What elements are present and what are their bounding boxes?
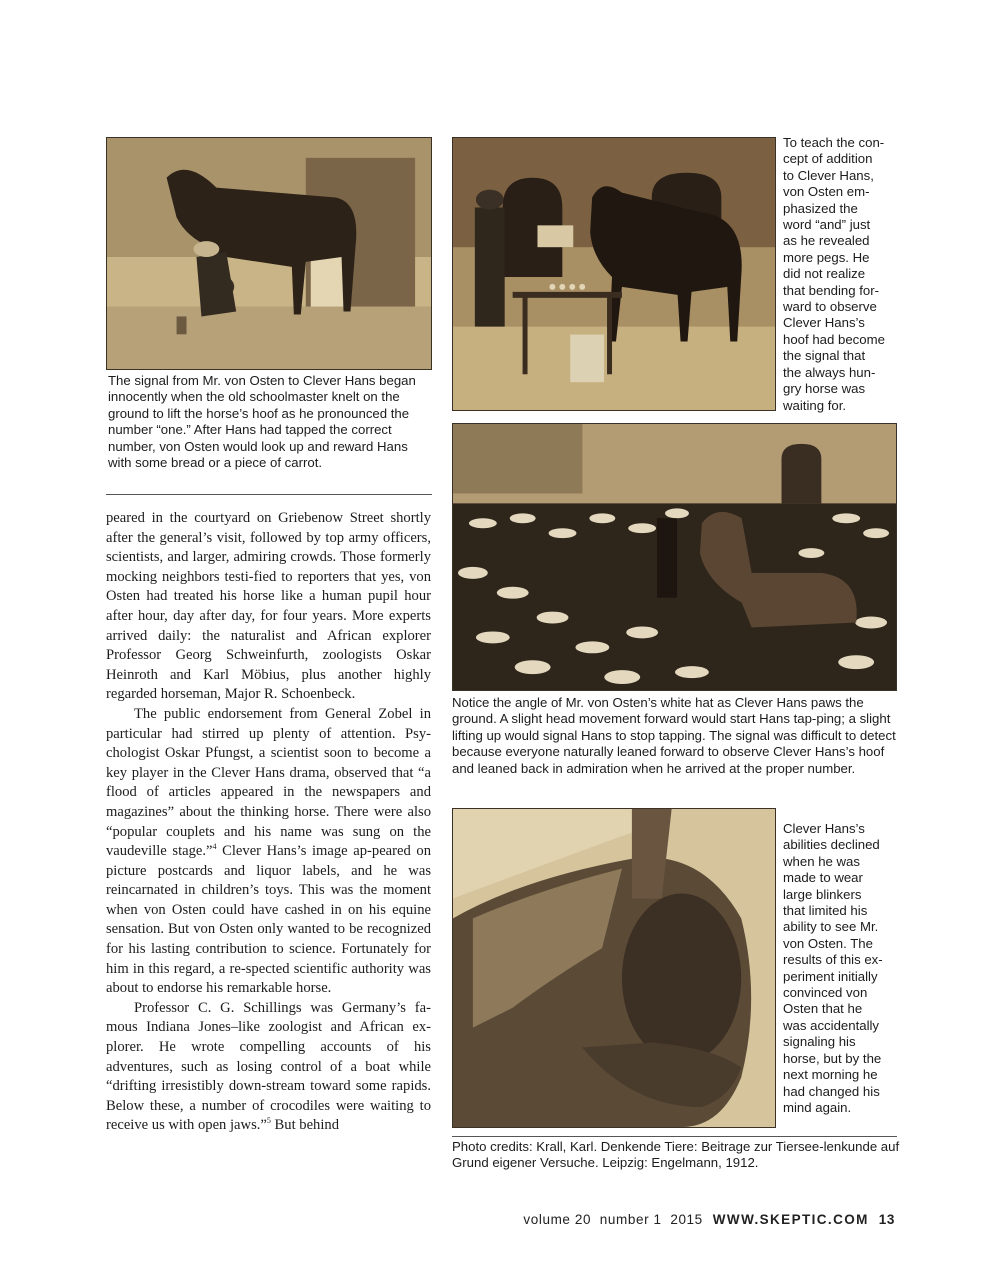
- caption-blinkers: Clever Hans’s abilities declined when he was made to wear large blinkers that limited his ability to see Mr. von Osten. The results of this ex- periment initially convinced von Osten that he was accidentally signaling his horse, but by the next morning he had changed his mind again.: [783, 821, 883, 1115]
- body-paragraph-1: peared in the courtyard on Griebenow Street shortly after the general’s visit, followed by top army officers, scientists, and larger, admiring crowds. Those formerly mocking neighbors testi-fied to reporters that yes, von Osten had treated his horse like a human pupil hour after hour, day after day, for four years. More experts arrived daily: the naturalist and African explorer Professor Georg Schweinfurth, zoologists Oskar Heinroth and Karl Möbius, plus another highly regarded horseman, Major R. Schoenbeck.: [106, 510, 431, 703]
- body-paragraph-3: Professor C. G. Schillings was Germany’s fa-mous Indiana Jones–like zoologist and African ex-plorer. He wrote compelling accounts of his adventures, such as losing control of a boat while “drifting irresistibly down-stream toward some rapids. Below these, a number of crocodiles were waiting to receive us with open jaws.”$^5$ But behind: [106, 999, 431, 1134]
- website-url[interactable]: WWW.SKEPTIC.COM: [712, 1212, 869, 1227]
- caption-kneeling: The signal from Mr. von Osten to Clever Hans began innocently when the old schoolmaster knelt on the ground to lift the horse’s hoof as he pronounced the number “one.” After Hans had tapped the correct number, von Osten would look up and reward Hans with some bread or a piece of carrot.: [108, 373, 416, 471]
- article-body: [106, 509, 431, 1136]
- body-paragraph-2: The public endorsement from General Zobel in particular had stirred up plenty of attention. Psy-chologist Oskar Pfungst, a scientist soon to become a key player in the Clever Hans drama, observed that “a flood of articles appeared in the newspapers and magazines” about the thinking horse. There were also “popular couplets and his name was sung on the vaudeville stage.”$^4$ Clever Hans’s image ap-peared on picture postcards and liquor labels, and he was reincarnated in children’s toys. This was the moment when von Osten could have cashed in on his equine sensation. But von Osten only wanted to be recognized for his lasting contribution to science. Fortunately for him in this regard, a re-spected scientific authority was about to endorse his remarkable horse.: [106, 705, 431, 997]
- caption-addition: To teach the con- cept of addition to Clever Hans, von Osten em- phasized the word “and” just as he revealed more pegs. He did not realize that bending for- ward to observe Clever Hans’s hoof had become the signal that the always hun- gry horse was waiting for.: [783, 135, 885, 413]
- photo-credits: Photo credits: Krall, Karl. Denkende Tiere: Beitrage zur Tiersee-lenkunde auf Grund eigener Versuche. Leipzig: Engelmann, 1912.: [452, 1139, 900, 1171]
- photo-crowd: [452, 423, 897, 691]
- issue-info: volume 20 number 1 2015: [523, 1212, 703, 1227]
- photo-kneeling: [106, 137, 432, 370]
- photo-addition: [452, 137, 776, 411]
- caption-rule-right: [452, 1136, 897, 1137]
- footnote-ref-5: 5: [266, 1116, 271, 1126]
- caption-crowd: Notice the angle of Mr. von Osten’s white hat as Clever Hans paws the ground. A slight head movement forward would start Hans tap-ping; a slight lifting up would signal Hans to stop tapping. The signal was difficult to detect because everyone naturally leaned forward to observe Clever Hans’s hoof and leaned back in admiration when he arrived at the proper number.: [452, 695, 896, 776]
- page-number: 13: [878, 1212, 895, 1227]
- page-footer: [523, 1212, 895, 1227]
- photo-blinkers: [452, 808, 776, 1128]
- footnote-ref-4: 4: [212, 842, 217, 852]
- caption-rule-left: [106, 494, 432, 495]
